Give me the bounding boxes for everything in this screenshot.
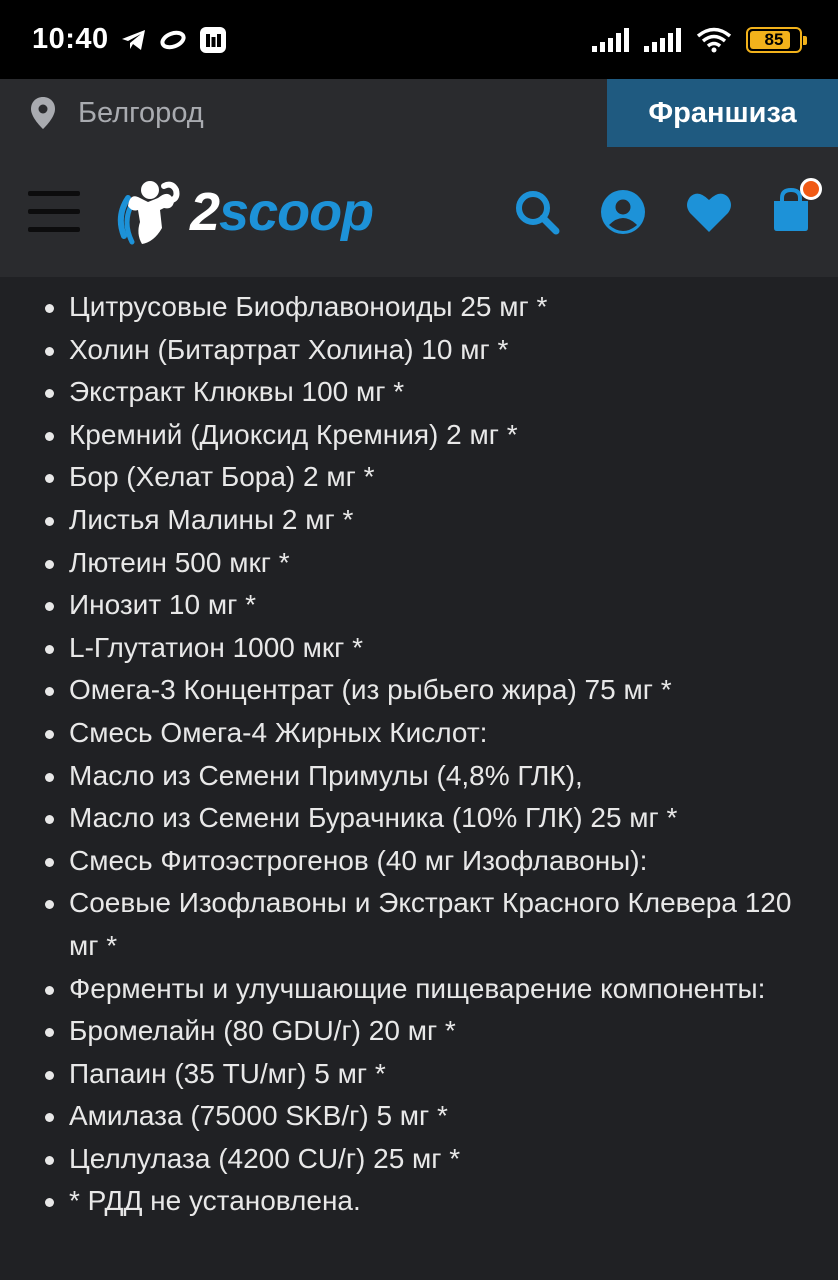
battery-indicator	[746, 27, 802, 53]
cart-badge	[800, 178, 822, 200]
ingredient-list	[0, 286, 838, 1223]
signal-icon-2	[644, 28, 682, 52]
product-composition	[0, 277, 838, 1280]
status-bar	[0, 0, 838, 79]
list-item: Смесь Омега-4 Жирных Кислот:	[69, 712, 808, 755]
cart-button[interactable]	[772, 188, 810, 237]
list-item: Ферменты и улучшающие пищеварение компоненты:	[69, 968, 808, 1011]
header-actions	[514, 188, 810, 237]
list-item: Листья Малины 2 мг *	[69, 499, 808, 542]
list-item: Масло из Семени Бурачника (10% ГЛК) 25 мг *	[69, 797, 808, 840]
menu-icon[interactable]	[28, 191, 80, 233]
signal-icon	[592, 28, 630, 52]
list-item: Экстракт Клюквы 100 мг *	[69, 371, 808, 414]
search-icon[interactable]	[514, 189, 560, 235]
list-item: Кремний (Диоксид Кремния) 2 мг *	[69, 414, 808, 457]
list-item: Масло из Семени Примулы (4,8% ГЛК),	[69, 755, 808, 798]
status-time: 10:40	[32, 23, 109, 55]
logo-wordmark	[190, 181, 373, 243]
list-item: Цитрусовые Биофлавоноиды 25 мг *	[69, 286, 808, 329]
logo-number: 2	[190, 182, 220, 242]
list-item: Соевые Изофлавоны и Экстракт Красного Клевера 120 мг *	[69, 882, 808, 967]
list-item: Амилаза (75000 SKB/г) 5 мг *	[69, 1095, 808, 1138]
list-item: Холин (Битартрат Холина) 10 мг *	[69, 329, 808, 372]
city-name: Белгород	[78, 96, 204, 129]
list-item: Бромелайн (80 GDU/г) 20 мг *	[69, 1010, 808, 1053]
logo[interactable]	[114, 176, 373, 248]
list-item: Папаин (35 TU/мг) 5 мг *	[69, 1053, 808, 1096]
app-icon	[199, 26, 227, 54]
location-pin-icon	[30, 96, 56, 130]
account-icon[interactable]	[600, 189, 646, 235]
wifi-icon	[696, 27, 732, 53]
logo-athlete-icon	[114, 176, 184, 248]
list-item: Инозит 10 мг *	[69, 584, 808, 627]
list-item: L-Глутатион 1000 мкг *	[69, 627, 808, 670]
logo-word: scoop	[219, 182, 374, 242]
battery-level: 85	[764, 29, 784, 49]
telegram-icon	[121, 28, 147, 52]
list-item: Смесь Фитоэстрогенов (40 мг Изофлавоны):	[69, 840, 808, 883]
list-item: Омега-3 Концентрат (из рыбьего жира) 75 мг *	[69, 669, 808, 712]
site-header	[0, 147, 838, 277]
list-item: Бор (Хелат Бора) 2 мг *	[69, 456, 808, 499]
list-item: * РДД не установлена.	[69, 1180, 808, 1223]
franchise-button[interactable]: Франшиза	[607, 79, 838, 147]
list-item: Лютеин 500 мкг *	[69, 542, 808, 585]
location-bar	[0, 79, 838, 147]
list-item: Целлулаза (4200 CU/г) 25 мг *	[69, 1138, 808, 1181]
link-icon	[159, 29, 187, 51]
favorites-icon[interactable]	[686, 191, 732, 233]
city-selector[interactable]	[0, 96, 607, 130]
notification-icons	[121, 26, 227, 54]
